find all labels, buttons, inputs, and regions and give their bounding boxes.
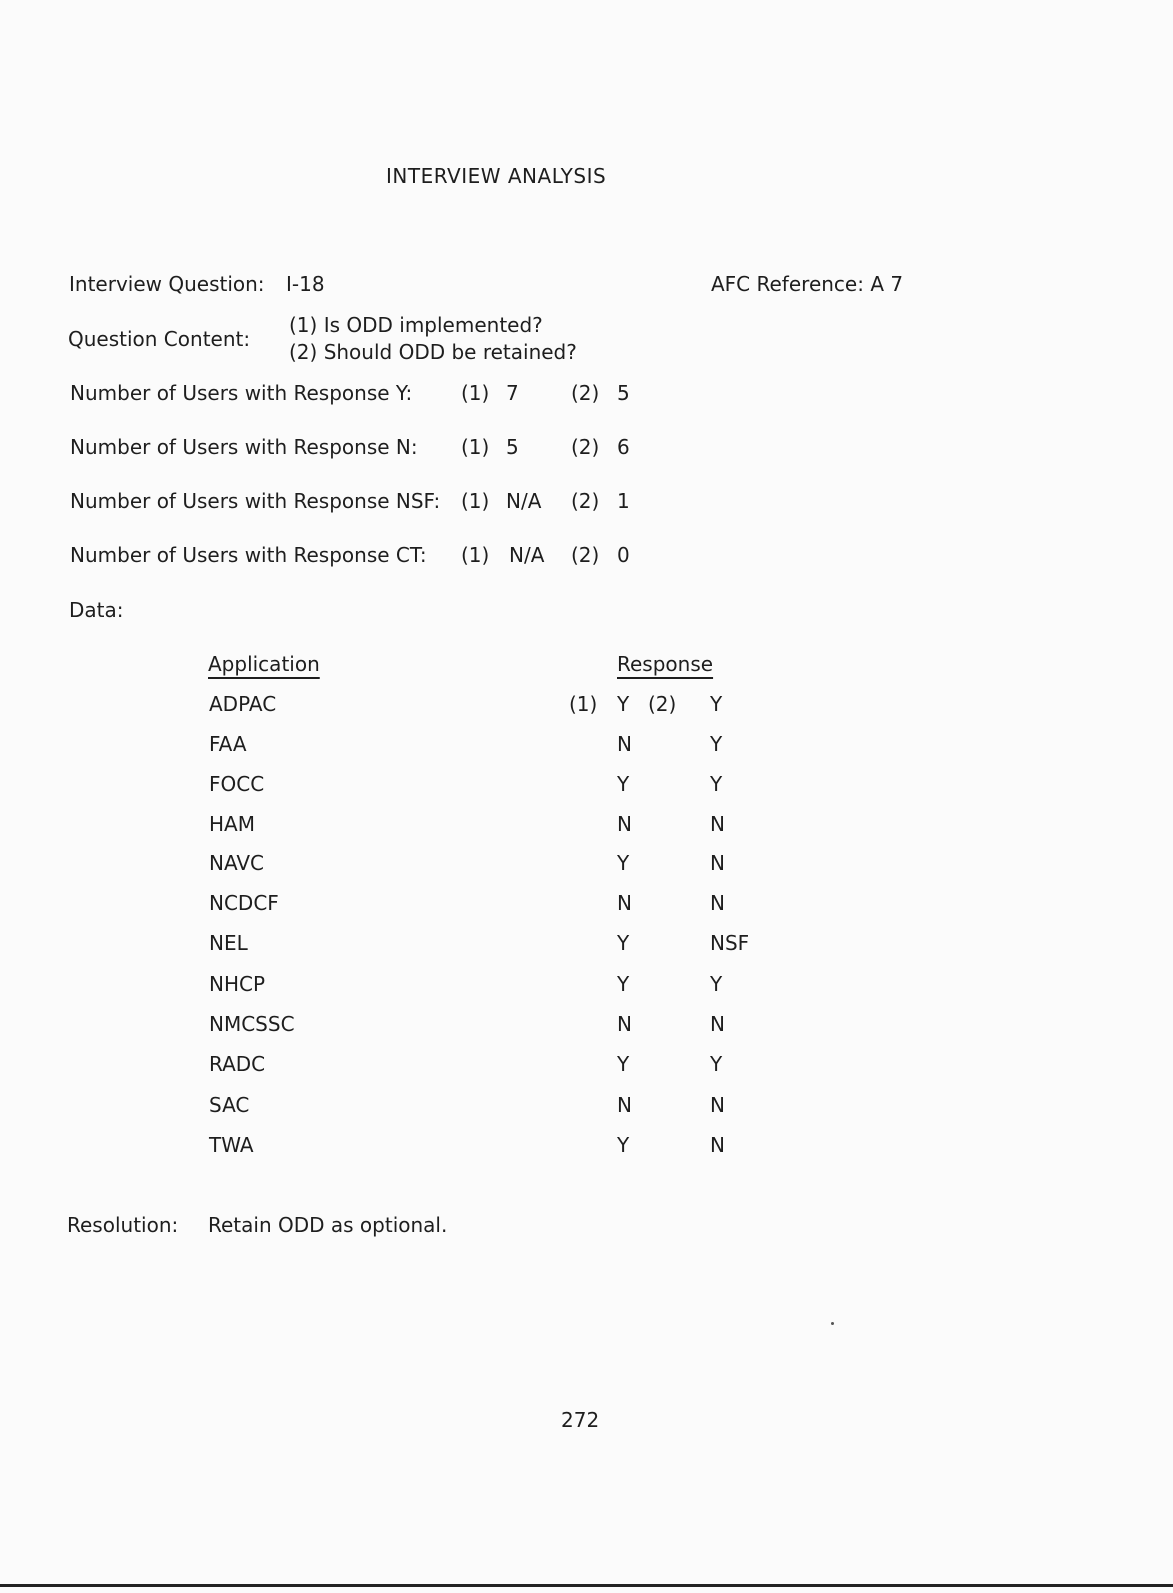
- count-q2-value: 5: [617, 381, 630, 405]
- application-cell: TWA: [209, 1133, 254, 1157]
- response-2-cell: N: [710, 851, 725, 875]
- question-content-line-1: (1) Is ODD implemented?: [289, 313, 543, 337]
- count-q1-tag: (1): [461, 543, 490, 567]
- count-q2-tag: (2): [571, 435, 600, 459]
- count-q1-value: N/A: [509, 543, 545, 567]
- application-cell: NHCP: [209, 972, 266, 996]
- count-q1-tag: (1): [461, 381, 490, 405]
- application-cell: RADC: [209, 1052, 266, 1076]
- page-title: INTERVIEW ANALYSIS: [386, 164, 607, 188]
- count-q1-tag: (1): [461, 435, 490, 459]
- response-1-cell: Y: [617, 931, 630, 955]
- response-1-cell: Y: [617, 851, 630, 875]
- question-content-label: Question Content:: [68, 327, 251, 351]
- application-cell: SAC: [209, 1093, 250, 1117]
- count-q2-value: 6: [617, 435, 630, 459]
- page-number: 272: [561, 1408, 600, 1432]
- response-2-cell: N: [710, 1012, 725, 1036]
- response-1-cell: Y: [617, 972, 630, 996]
- response-1-cell: Y: [617, 772, 630, 796]
- interview-question-label: Interview Question:: [69, 272, 265, 296]
- response-1-cell: N: [617, 1012, 632, 1036]
- application-cell: FOCC: [209, 772, 265, 796]
- application-cell: ADPAC: [209, 692, 277, 716]
- response-2-cell: N: [710, 891, 725, 915]
- count-q2-tag: (2): [571, 489, 600, 513]
- response-2-cell: N: [710, 1133, 725, 1157]
- count-q2-value: 0: [617, 543, 630, 567]
- response-2-cell: Y: [710, 972, 723, 996]
- response-1-cell: N: [617, 891, 632, 915]
- application-cell: NEL: [209, 931, 248, 955]
- count-label: Number of Users with Response Y:: [70, 381, 413, 405]
- response-2-cell: N: [710, 812, 725, 836]
- response-1-cell: N: [617, 1093, 632, 1117]
- count-label: Number of Users with Response CT:: [70, 543, 427, 567]
- data-label: Data:: [69, 598, 124, 622]
- response-tag-1: (1): [569, 692, 598, 716]
- column-header-response: Response: [617, 652, 714, 676]
- count-q1-value: 5: [506, 435, 519, 459]
- response-1-cell: Y: [617, 1052, 630, 1076]
- count-q1-tag: (1): [461, 489, 490, 513]
- response-1-cell: Y: [617, 1133, 630, 1157]
- count-q1-value: 7: [506, 381, 519, 405]
- response-2-cell: Y: [710, 1052, 723, 1076]
- response-2-cell: Y: [710, 692, 723, 716]
- response-2-cell: Y: [710, 732, 723, 756]
- response-2-cell: NSF: [710, 931, 750, 955]
- response-2-cell: Y: [710, 772, 723, 796]
- application-cell: NAVC: [209, 851, 265, 875]
- response-tag-2: (2): [648, 692, 677, 716]
- question-content-line-2: (2) Should ODD be retained?: [289, 340, 577, 364]
- count-q2-value: 1: [617, 489, 630, 513]
- count-label: Number of Users with Response N:: [70, 435, 418, 459]
- response-2-cell: N: [710, 1093, 725, 1117]
- application-cell: NMCSSC: [209, 1012, 295, 1036]
- resolution-text: Retain ODD as optional.: [208, 1213, 448, 1237]
- response-1-cell: Y: [617, 692, 630, 716]
- afc-reference: AFC Reference: A 7: [711, 272, 904, 296]
- page-bottom-edge: [0, 1584, 1173, 1587]
- response-1-cell: N: [617, 732, 632, 756]
- count-q2-tag: (2): [571, 543, 600, 567]
- application-cell: NCDCF: [209, 891, 279, 915]
- scan-speck: [831, 1322, 834, 1325]
- resolution-label: Resolution:: [67, 1213, 179, 1237]
- column-header-application: Application: [208, 652, 320, 676]
- interview-question-value: I-18: [286, 272, 325, 296]
- application-cell: FAA: [209, 732, 247, 756]
- application-cell: HAM: [209, 812, 255, 836]
- count-q1-value: N/A: [506, 489, 542, 513]
- response-1-cell: N: [617, 812, 632, 836]
- count-label: Number of Users with Response NSF:: [70, 489, 441, 513]
- count-q2-tag: (2): [571, 381, 600, 405]
